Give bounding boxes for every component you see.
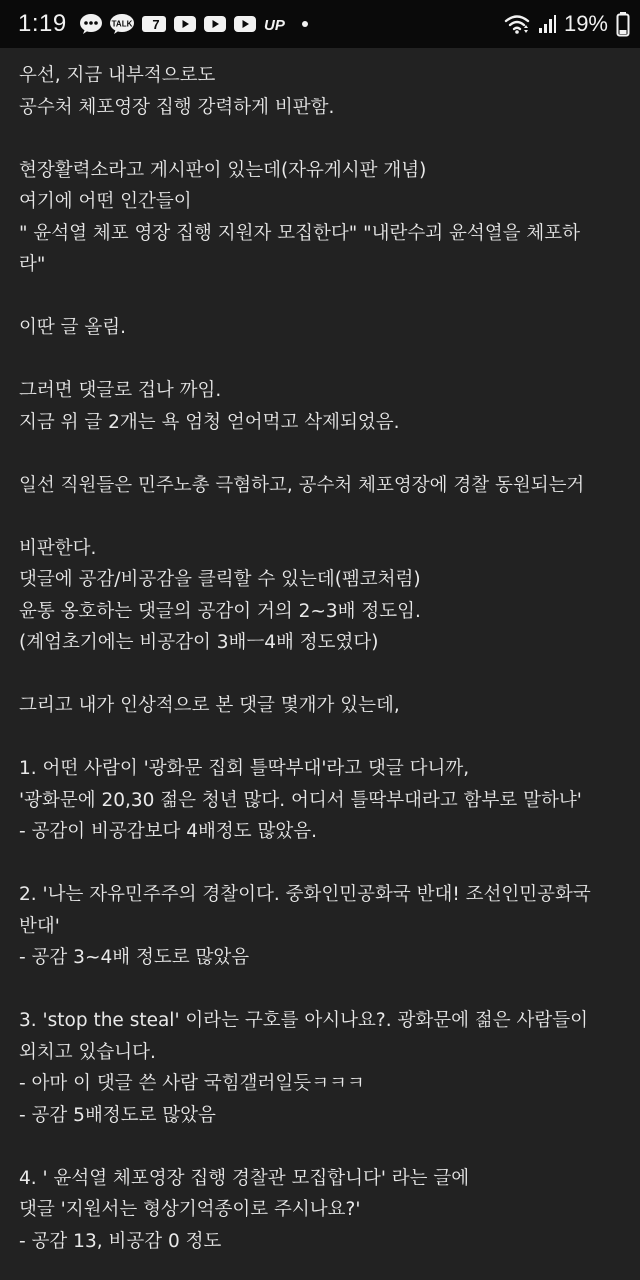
youtube-icon: [233, 15, 257, 33]
blank-line: [19, 501, 631, 533]
blank-line: [19, 438, 631, 470]
article-line: '광화문에 20,30 젊은 청년 많다. 어디서 틀딱부대라고 함부로 말하냐': [19, 789, 582, 811]
chat-bubble-icon: [79, 13, 103, 35]
blank-line: [19, 1131, 631, 1163]
wifi-icon: [504, 13, 530, 35]
article-line: 이딴 글 올림.: [19, 317, 126, 338]
up-app-label: UP: [263, 17, 285, 33]
battery-icon: [616, 11, 630, 37]
article-line: - 공감 5배정도로 많았음: [19, 1104, 216, 1126]
article-line: 일선 직원들은 민주노총 극혐하고, 공수처 체포영장에 경찰 동원되는거: [19, 474, 585, 496]
article-line: - 공감이 비공감보다 4배정도 많았음.: [19, 821, 318, 842]
blank-line: [19, 722, 631, 754]
youtube-icon: [173, 15, 197, 33]
article-line: 여기에 어떤 인간들이: [19, 191, 192, 212]
article-line: 윤통 옹호하는 댓글의 공감이 거의 2~3배 정도임.: [19, 600, 421, 622]
article-line: " 윤석열 체포 영장 집행 지원자 모집한다" "내란수괴 윤석열을 체포하: [19, 222, 580, 244]
article-line: 댓글 '지원서는 형상기억종이로 주시나요?': [19, 1199, 361, 1220]
article-line: (계엄초기에는 비공감이 3배ㅡ4배 정도였다): [19, 632, 379, 653]
article-line: - 공감 3~4배 정도로 많았음: [19, 947, 250, 968]
status-bar: [0, 0, 640, 48]
article-line: 3. 'stop the steal' 이라는 구호를 아시나요?. 광화문에 젊은 사람들이: [19, 1010, 588, 1031]
battery-percent: 19%: [563, 11, 608, 36]
blank-line: [19, 281, 631, 313]
clock: 1:19: [18, 10, 67, 37]
article-line: 그러면 댓글로 겁나 까임.: [19, 380, 222, 401]
article-line: 비판한다.: [19, 537, 97, 559]
up-app-icon: [263, 15, 293, 33]
news-label: 7: [152, 17, 160, 32]
article-line: 공수처 체포영장 집행 강력하게 비판함.: [19, 96, 335, 118]
blank-line: [19, 659, 631, 691]
article-line: 지금 위 글 2개는 욕 엄청 얻어먹고 삭제되었음.: [19, 411, 400, 433]
article-line: - 아마 이 댓글 쓴 사람 국힘갤러일듯ㅋㅋㅋ: [19, 1073, 365, 1094]
article-line: 2. '나는 자유민주주의 경찰이다. 중화인민공화국 반대! 조선인민공화국: [19, 884, 591, 905]
article-body: [19, 60, 631, 1257]
article-line: 4. ' 윤석열 체포영장 집행 경찰관 모집합니다' 라는 글에: [19, 1167, 470, 1189]
status-right: [504, 0, 630, 48]
youtube-icon: [203, 15, 227, 33]
blank-line: [19, 974, 631, 1006]
kakaotalk-icon: [109, 13, 135, 35]
article-line: 현장활력소라고 게시판이 있는데(자유게시판 개념): [19, 159, 427, 181]
blank-line: [19, 123, 631, 155]
article-line: - 공감 13, 비공감 0 정도: [19, 1230, 222, 1252]
article-line: 그리고 내가 인상적으로 본 댓글 몇개가 있는데,: [19, 695, 400, 716]
blank-line: [19, 848, 631, 880]
kakaotalk-label: TALK: [111, 19, 133, 29]
article-line: 1. 어떤 사람이 '광화문 집회 틀딱부대'라고 댓글 다니까,: [19, 758, 470, 779]
dot-icon: [299, 18, 311, 30]
blank-line: [19, 344, 631, 376]
article-line: 댓글에 공감/비공감을 클릭할 수 있는데(펨코처럼): [19, 569, 421, 590]
news-icon: [141, 14, 167, 34]
article-line: 반대': [19, 915, 60, 937]
article-line: 외치고 있습니다.: [19, 1041, 156, 1063]
status-left: [18, 0, 311, 48]
article-line: 라": [19, 254, 46, 275]
signal-icon: [538, 14, 556, 34]
article-line: 우선, 지금 내부적으로도: [19, 65, 216, 86]
